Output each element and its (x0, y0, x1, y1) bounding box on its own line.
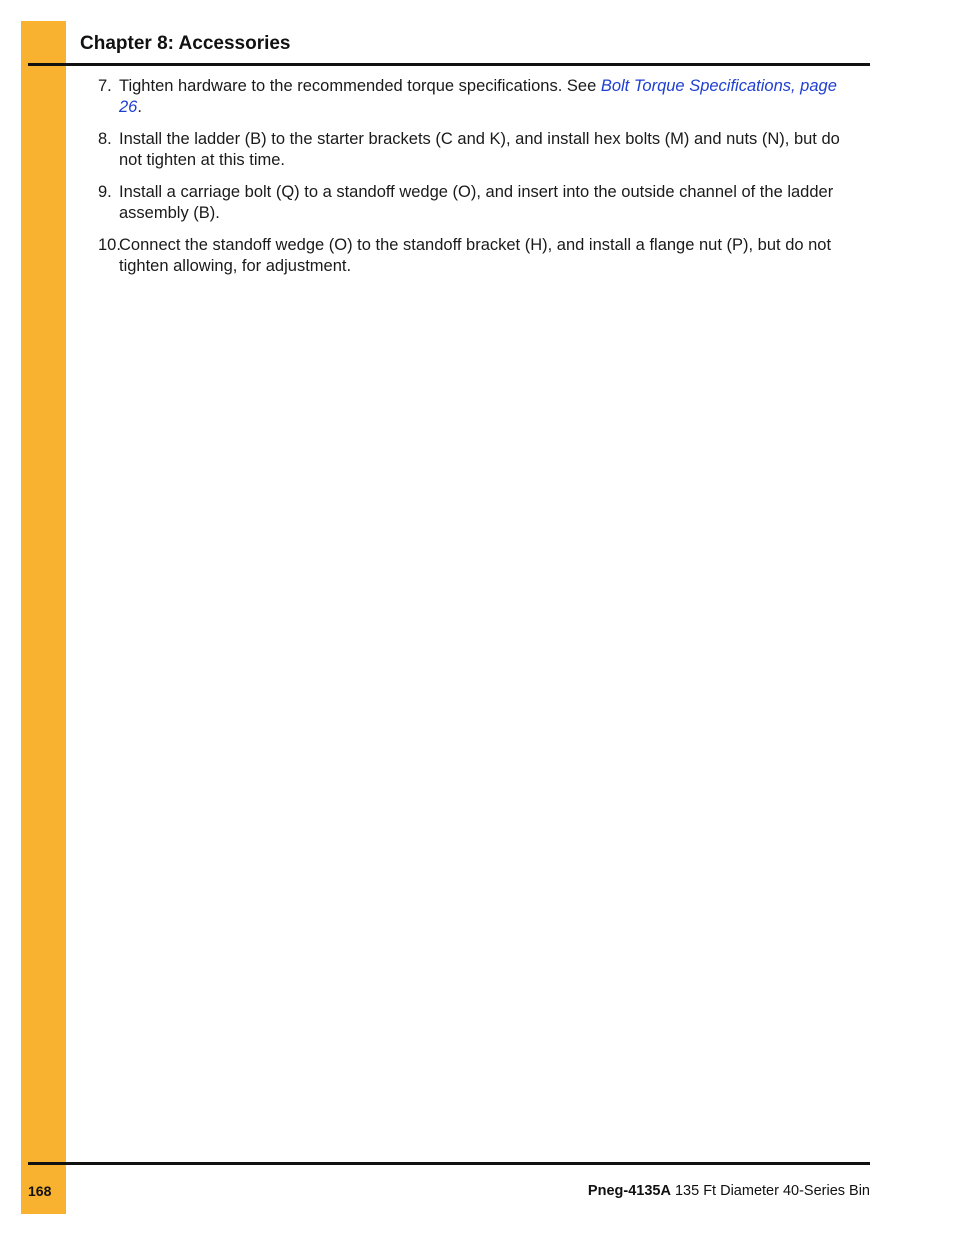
step-text: Install a carriage bolt (Q) to a standoff wedge (O), and insert into the outside channel of the ladder assembly (B). (119, 183, 834, 222)
step-text-end: . (137, 97, 142, 116)
step-number: 7. (98, 77, 112, 95)
step-text: Connect the standoff wedge (O) to the standoff bracket (H), and install a flange nut (P), but do not tighten allowing, for adjustment. (119, 236, 832, 275)
chapter-title: Chapter 8: Accessories (80, 33, 291, 54)
bolt-torque-link[interactable]: Bolt Torque Specifications, page 26 (119, 77, 837, 116)
step-text: Install the ladder (B) to the starter brackets (C and K), and install hex bolts (M) and nuts (N), but do not tighten at this time. (119, 130, 840, 169)
document-name: 135 Ft Diameter 40-Series Bin (674, 1183, 870, 1199)
instruction-steps (98, 76, 858, 288)
step-7 (98, 76, 858, 117)
step-number: 8. (98, 130, 112, 148)
step-number: 9. (98, 183, 112, 201)
step-text: Tighten hardware to the recommended torque specifications. See (119, 77, 601, 95)
chapter-side-bar (21, 21, 66, 1214)
footer-divider (28, 1162, 870, 1165)
step-number: 10. (98, 236, 121, 254)
document-title (588, 1183, 870, 1199)
page-number: 168 (28, 1183, 52, 1199)
step-8 (98, 129, 858, 170)
header-divider (28, 63, 870, 66)
step-9 (98, 182, 858, 223)
step-10 (98, 235, 858, 276)
document-code: Pneg-4135A (587, 1183, 671, 1199)
